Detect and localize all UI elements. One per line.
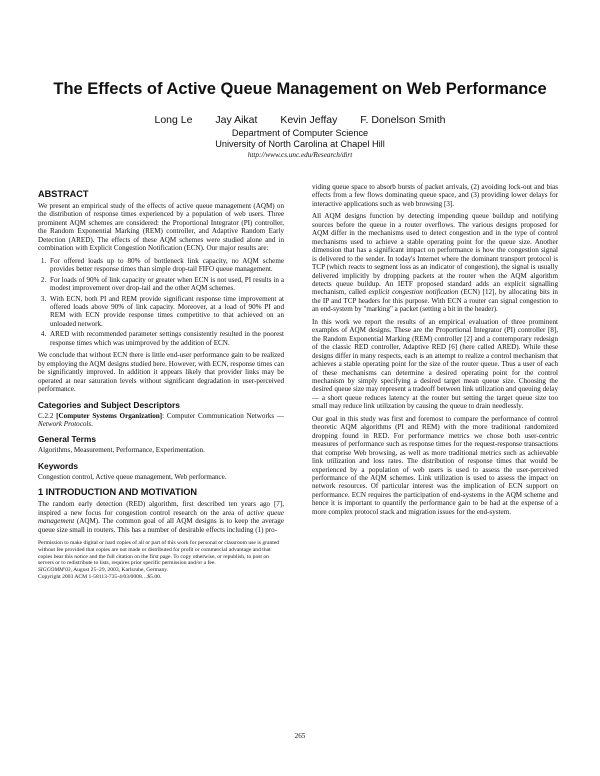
ccs-code: C.2.2: [38, 411, 54, 420]
copyright-line: Copyright 2003 ACM 1-58113-735-4/03/0008…$5.00.: [38, 573, 162, 580]
abstract-conclusion: We conclude that without ECN there is little end-user performance gain to be realized by employing the AQM designs studied here. However, with ECN, response times can be significantly improved. In addition it appears likely that provider links may be operated at near saturation levels without significant degradation in user-perceived performance.: [38, 351, 284, 394]
ccs-end: .: [91, 419, 93, 428]
permission-text: Permission to make digital or hard copies of all or part of this work for personal or classroom use is granted without fee provided that copies are not made or distributed for profit or commercial advantage and that copies bear this notice and the full citation on the first page. To copy otherwise, or republish, to post on servers or to redistribute to lists, requires prior specific permission and/or a fee.: [38, 540, 280, 567]
university: University of North Carolina at Chapel Hill: [215, 139, 385, 149]
keywords-heading: Keywords: [38, 460, 79, 471]
ccs-italic: Network Protocols: [38, 419, 92, 428]
body-paragraph: In this work we report the results of an empirical evaluation of three prominent examples of AQM designs. These are the Proportional Integrator (PI) controller [8], the Random Exponential Marking (REM) controller [2] and a contemporary redesign of the classic RED controller, Adaptive RED [6] (here called ARED). While these designs differ in many respects, each is an attempt to realize a control mechanism that achieves a stable operating point for the size of the router queue. Thus a user of each of these mechanisms can determine a desired operating point for the control mechanism by simply specifying a desired target mean queue size. Choosing the desired queue size may represent a tradeoff between link utilization and queuing delay — a short queue reduces latency at the router but setting the target queue size too small may reduce link utilization by causing the queue to drain needlessly.: [312, 317, 558, 411]
body-text: All AQM designs function by detecting impending queue buildup and notifying sources before the queue in a router overflows. The various designs proposed for AQM differ in the mechanisms used to detect congestion and in the type of control mechanisms used to achieve a stable operating point for the queue size. Another dimension that has a significant impact on performance is how the congestion signal is delivered to the sender. In today's Internet where the dominant transport protocol is TCP (which reacts to segment loss as an indicator of congestion), the signal is usually delivered implicitly by dropping packets at the router when the AQM algorithm detects queue buildup. An IETF proposed standard adds an explicit signalling mechanism, called: [312, 212, 558, 297]
categories-text: [38, 412, 284, 429]
finding-item: 4. ARED with recommended parameter settings consistently resulted in the poorest response times which was unimproved by the addition of ECN.: [48, 330, 284, 347]
ccs-bracket: [Computer Systems Organization]: [56, 411, 163, 420]
body-paragraph: [312, 212, 558, 313]
abstract-heading: ABSTRACT: [38, 189, 89, 199]
conference-details: , August 25–29, 2003, Karlsruhe, Germany.: [70, 566, 169, 573]
department: Department of Computer Science: [231, 128, 369, 138]
finding-item: 2. For loads of 90% of link capacity or greater when ECN is not used, PI results in a modest improvement over drop-tail and the other AQM schemes.: [48, 276, 284, 293]
author-name: F. Donelson Smith: [360, 114, 446, 126]
body-italic: explicit congestion notification: [368, 288, 459, 297]
author-name: Jay Aikat: [215, 114, 258, 126]
page-number: 265: [294, 732, 306, 740]
body-paragraph: viding queue space to absorb bursts of packet arrivals, (2) avoiding lock-out and bias effects from a few flows dominating queue space, and (3) providing lower delays for interactive applications such as web browsing [3].: [312, 183, 558, 208]
findings-list: [38, 257, 284, 348]
keywords-text: Congestion control, Active queue management, Web performance.: [38, 472, 227, 481]
conference-line: [38, 567, 284, 574]
author-list: [40, 114, 560, 126]
finding-item: 1. For offered loads up to 80% of bottleneck link capacity, no AQM scheme provides better response times than simple drop-tail FIFO queue management.: [48, 257, 284, 274]
right-column: [312, 183, 558, 520]
categories-heading: Categories and Subject Descriptors: [38, 399, 180, 410]
paper-title: The Effects of Active Queue Management on Web Performance: [53, 80, 547, 98]
ccs-text: : Computer Communication Networks —: [162, 411, 284, 420]
general-terms-text: Algorithms, Measurement, Performance, Experimentation.: [38, 446, 205, 455]
body-text: (ECN) [12], by allocating bits in the IP and TCP headers for this purpose. With ECN a router can signal congestion to an end-system by "marking" a packet (setting a bit in the header).: [312, 288, 558, 314]
abstract-intro: We present an empirical study of the effects of active queue management (AQM) on the distribution of response times experienced by a population of web users. Three prominent AQM schemes are considered: the Proportional Integrator (PI) controller, the Random Exponential Marking (REM) controller, and Adaptive Random Early Detection (ARED). The effects of these AQM schemes were studied alone and in combination with Explicit Congestion Notification (ECN). Our major results are:: [38, 202, 284, 253]
intro-paragraph: [38, 500, 284, 534]
intro-text: (AQM). The common goal of all AQM designs is to keep the average queue size small in routers. This has a number of desirable effects including (1) pro-: [38, 517, 284, 534]
author-name: Long Le: [154, 114, 193, 126]
general-terms-heading: General Terms: [38, 434, 97, 445]
intro-text: The random early detection (RED) algorithm, first described ten years ago [7], inspired a new focus for congestion control research on the area of: [38, 500, 284, 517]
intro-italic: active queue management: [38, 508, 284, 526]
author-name: Kevin Jeffay: [280, 114, 338, 126]
conference-name: SIGCOMM'03: [38, 566, 71, 573]
body-paragraph: Our goal in this study was first and foremost to compare the performance of control theoretic AQM algorithms (PI and REM) with the more traditional randomized dropping found in RED. For performance metrics we chose both user-centric measures of performance such as response times for the request-response transactions that comprise Web browsing, as well as more traditional metrics such as achievable link utilization and loss rates. The distribution of response times that would be experienced by a population of web users is used to assess the user-perceived performance of the AQM schemes. Link utilization is used to assess the impact on network resources. Of particular interest was the implication of ECN support on performance. ECN requires the participation of end-systems in the AQM scheme and hence it is important to quantify the performance gain to be had at the expense of a more complex protocol stack and migration issues for the end-system.: [312, 414, 558, 516]
project-url[interactable]: http://www.cs.unc.edu/Research/dirt: [247, 151, 353, 159]
left-column: [38, 189, 284, 580]
intro-heading: 1 INTRODUCTION AND MOTIVATION: [38, 487, 198, 498]
permission-notice: [38, 540, 284, 580]
finding-item: 3. With ECN, both PI and REM provide significant response time improvement at offered loads above 90% of link capacity. Moreover, at a load of 90% PI and REM with ECN provide response times competitive to that achieved on an unloaded network.: [48, 295, 284, 329]
